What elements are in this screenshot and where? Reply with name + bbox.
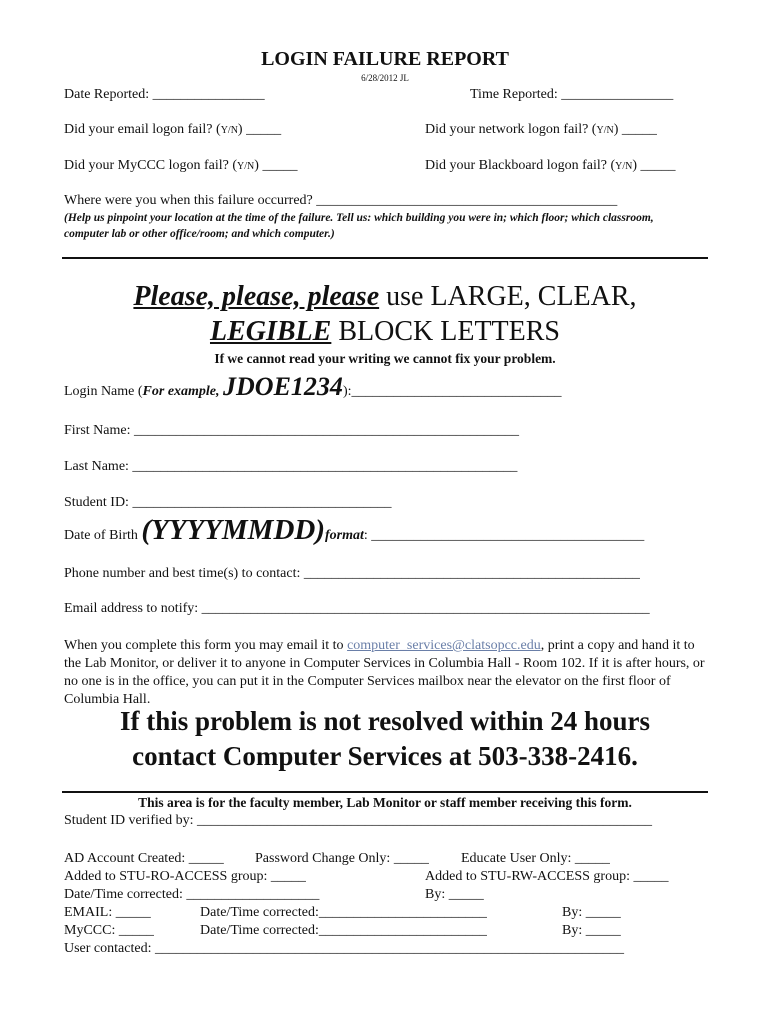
login-example: JDOE1234 bbox=[223, 372, 343, 401]
datetime-corrected-field-2[interactable]: Date/Time corrected:________________________ bbox=[200, 905, 487, 920]
location-note: (Help us pinpoint your location at the time of the failure. Tell us: which building you were in; which floor; which classroom, computer lab or other office/room; and which computer.) bbox=[64, 212, 654, 240]
login-name-field[interactable] bbox=[64, 372, 562, 402]
phone-field[interactable]: Phone number and best time(s) to contact: ________________________________________________ bbox=[64, 566, 640, 581]
use-large-text: use LARGE, CLEAR, bbox=[379, 281, 637, 312]
dob-label: Date of Birth bbox=[64, 528, 142, 543]
yn-hint: Y/N bbox=[237, 161, 255, 172]
para-after-link: , print a copy and hand it to the Lab Monitor, or deliver it to anyone in Computer Services in Columbia Hall - Room 102. If it is after hours, or no one is in the office, you can put it in the Computer Services mailbox near the elevator on the first floor of Columbia Hall. bbox=[64, 638, 705, 707]
instruction-line-1 bbox=[0, 281, 770, 313]
network-logon-fail-field[interactable] bbox=[425, 122, 657, 138]
student-id-field[interactable]: Student ID: _____________________________________ bbox=[64, 495, 392, 510]
yn-blank: ) _____ bbox=[613, 122, 657, 137]
legible-emphasis: LEGIBLE bbox=[209, 316, 332, 347]
dob-format-word: format bbox=[325, 528, 364, 543]
block-letters-text: BLOCK LETTERS bbox=[331, 316, 561, 347]
yn-hint: Y/N bbox=[220, 125, 238, 136]
yn-hint: Y/N bbox=[596, 125, 614, 136]
date-reported-field[interactable]: Date Reported: ________________ bbox=[64, 87, 265, 102]
myccc-logon-fail-field[interactable] bbox=[64, 158, 297, 174]
network-logon-fail-label: Did your network logon fail? ( bbox=[425, 122, 597, 137]
yn-hint: Y/N bbox=[615, 161, 633, 172]
user-contacted-field[interactable]: User contacted: ___________________________________________________________________ bbox=[64, 941, 624, 956]
email-logon-fail-field[interactable] bbox=[64, 122, 281, 138]
staff-area-heading: This area is for the faculty member, Lab Monitor or staff member receiving this form. bbox=[138, 795, 632, 810]
for-example-label: For example, bbox=[142, 384, 224, 399]
page-title: LOGIN FAILURE REPORT bbox=[261, 48, 509, 70]
by-field-2[interactable]: By: _____ bbox=[562, 905, 621, 920]
first-name-field[interactable]: First Name: _______________________________________________________ bbox=[64, 423, 519, 438]
email-corrected-field[interactable]: EMAIL: _____ bbox=[64, 905, 151, 920]
rw-access-field[interactable]: Added to STU-RW-ACCESS group: _____ bbox=[425, 869, 669, 884]
divider-top bbox=[62, 257, 708, 259]
by-field-1[interactable]: By: _____ bbox=[425, 887, 484, 902]
blackboard-logon-fail-label: Did your Blackboard logon fail? ( bbox=[425, 158, 616, 173]
password-change-only-field[interactable]: Password Change Only: _____ bbox=[255, 851, 429, 866]
by-field-3[interactable]: By: _____ bbox=[562, 923, 621, 938]
myccc-logon-fail-label: Did your MyCCC logon fail? ( bbox=[64, 158, 238, 173]
login-prefix: Login Name ( bbox=[64, 384, 143, 399]
location-field[interactable]: Where were you when this failure occurred? ___________________________________________ bbox=[64, 193, 618, 208]
ro-access-field[interactable]: Added to STU-RO-ACCESS group: _____ bbox=[64, 869, 306, 884]
instruction-line-2 bbox=[0, 316, 770, 348]
login-blank: ):______________________________ bbox=[342, 384, 562, 399]
last-name-field[interactable]: Last Name: _______________________________________________________ bbox=[64, 459, 518, 474]
cannot-read-note: If we cannot read your writing we cannot fix your problem. bbox=[214, 351, 556, 366]
datetime-corrected-field-3[interactable]: Date/Time corrected:________________________ bbox=[200, 923, 487, 938]
submission-instructions bbox=[64, 637, 714, 709]
divider-staff bbox=[62, 791, 708, 793]
alert-line-2: contact Computer Services at 503-338-2416. bbox=[132, 741, 638, 771]
blackboard-logon-fail-field[interactable] bbox=[425, 158, 676, 174]
yn-blank: ) _____ bbox=[237, 122, 282, 137]
date-of-birth-field[interactable] bbox=[64, 514, 644, 547]
version-note: 6/28/2012 JL bbox=[361, 73, 409, 83]
dob-format-example: (YYYYMMDD) bbox=[141, 514, 326, 546]
alert-line-1: If this problem is not resolved within 24 hours bbox=[119, 706, 651, 736]
myccc-corrected-field[interactable]: MyCCC: _____ bbox=[64, 923, 154, 938]
datetime-corrected-field-1[interactable]: Date/Time corrected: ___________________ bbox=[64, 887, 320, 902]
yn-blank: ) _____ bbox=[254, 158, 298, 173]
ad-account-created-field[interactable]: AD Account Created: _____ bbox=[64, 851, 224, 866]
time-reported-field[interactable]: Time Reported: ________________ bbox=[470, 87, 674, 102]
yn-blank: ) _____ bbox=[632, 158, 676, 173]
email-notify-field[interactable]: Email address to notify: ________________________________________________________________ bbox=[64, 601, 650, 616]
please-emphasis: Please, please, please bbox=[133, 281, 380, 312]
educate-user-only-field[interactable]: Educate User Only: _____ bbox=[461, 851, 610, 866]
para-before-link: When you complete this form you may email it to bbox=[64, 638, 348, 653]
email-logon-fail-label: Did your email logon fail? ( bbox=[64, 122, 221, 137]
dob-blank: : _______________________________________ bbox=[363, 528, 645, 543]
student-id-verified-field[interactable]: Student ID verified by: _________________________________________________________________ bbox=[64, 813, 652, 828]
computer-services-email-link[interactable]: computer_services@clatsopcc.edu bbox=[347, 638, 541, 653]
